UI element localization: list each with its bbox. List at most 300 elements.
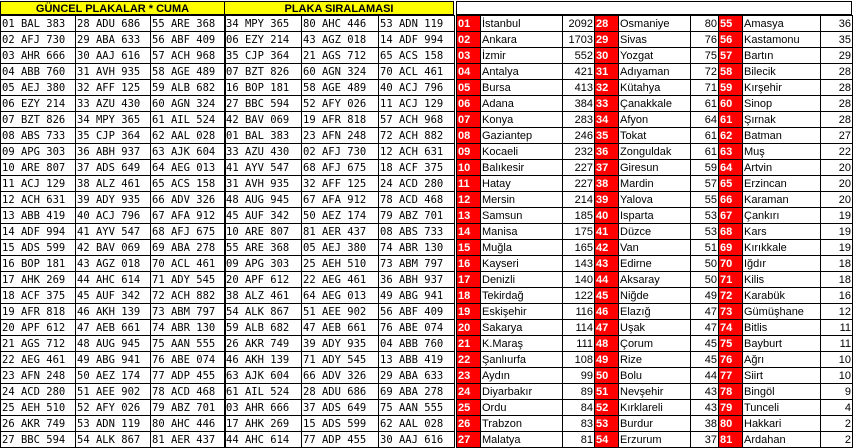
city-name: Kırklareli (619, 400, 691, 416)
rank-number: 21 (457, 336, 481, 352)
plate-count: 89 (563, 384, 595, 400)
plate-cell: 46 AKH 139 (76, 304, 151, 320)
rank-number: 29 (595, 32, 619, 48)
city-name: Aydın (481, 368, 563, 384)
plate-count: 43 (691, 400, 719, 416)
table-row (225, 224, 455, 240)
plate-count: 28 (821, 64, 853, 80)
plate-count: 2092 (563, 16, 595, 32)
plate-cell: 71 ADY 545 (151, 272, 226, 288)
table-row (1, 320, 226, 336)
plate-cell: 12 ACH 631 (1, 192, 76, 208)
table-row (225, 240, 455, 256)
table-row (457, 336, 853, 352)
rank-number: 15 (457, 240, 481, 256)
city-name: Ordu (481, 400, 563, 416)
city-name: Çankırı (743, 208, 821, 224)
plate-cell: 24 ACD 280 (379, 176, 455, 192)
plate-cell: 52 AFY 026 (76, 400, 151, 416)
table-row (225, 144, 455, 160)
table-row (225, 208, 455, 224)
plate-cell: 02 AFJ 730 (302, 144, 379, 160)
table-row (457, 48, 853, 64)
plate-count: 11 (821, 336, 853, 352)
table-row (225, 336, 455, 352)
rank-number: 31 (595, 64, 619, 80)
plate-count: 43 (691, 384, 719, 400)
plate-cell: 47 AEB 661 (302, 320, 379, 336)
plate-count: 29 (821, 48, 853, 64)
plate-cell: 77 ADP 455 (302, 432, 379, 448)
table-row (457, 192, 853, 208)
plate-count: 84 (563, 400, 595, 416)
plate-cell: 79 ABZ 701 (151, 400, 226, 416)
city-name: Muş (743, 144, 821, 160)
plate-cell: 02 AFJ 730 (1, 32, 76, 48)
city-name: Sakarya (481, 320, 563, 336)
plate-cell: 78 ACD 468 (151, 384, 226, 400)
table-row (1, 96, 226, 112)
plate-cell: 49 ABG 941 (379, 288, 455, 304)
table-row (1, 160, 226, 176)
plate-cell: 72 ACH 882 (151, 288, 226, 304)
rank-number: 75 (719, 336, 743, 352)
plate-count: 64 (691, 112, 719, 128)
plate-count: 552 (563, 48, 595, 64)
plate-cell: 18 ACF 375 (379, 160, 455, 176)
table-row (1, 272, 226, 288)
city-name: Kastamonu (743, 32, 821, 48)
rank-number: 18 (457, 288, 481, 304)
plate-count: 227 (563, 160, 595, 176)
table-row (457, 16, 853, 32)
rank-number: 77 (719, 368, 743, 384)
plate-count: 49 (691, 288, 719, 304)
table-row (1, 256, 226, 272)
plate-count: 1703 (563, 32, 595, 48)
plate-cell: 39 ADY 935 (76, 192, 151, 208)
plate-count: 80 (691, 16, 719, 32)
table-row (457, 256, 853, 272)
table-row (1, 16, 226, 32)
rank-number: 48 (595, 336, 619, 352)
plate-cell: 38 ALZ 461 (225, 288, 302, 304)
table-row (1, 368, 226, 384)
city-name: Ankara (481, 32, 563, 48)
plate-count: 384 (563, 96, 595, 112)
table-row (225, 288, 455, 304)
plate-cell: 05 AEJ 380 (1, 80, 76, 96)
table-row (457, 144, 853, 160)
rank-number: 30 (595, 48, 619, 64)
city-name: Düzce (619, 224, 691, 240)
plate-cell: 20 APF 612 (1, 320, 76, 336)
city-name: Karaman (743, 192, 821, 208)
table-row (1, 304, 226, 320)
rank-number: 07 (457, 112, 481, 128)
table-row (225, 112, 455, 128)
rank-number: 38 (595, 176, 619, 192)
city-name: Malatya (481, 432, 563, 448)
plate-cell: 63 AJK 604 (151, 144, 226, 160)
plate-cell: 16 BOP 181 (1, 256, 76, 272)
plate-cell: 33 AZU 430 (225, 144, 302, 160)
plate-cell: 45 AUF 342 (225, 208, 302, 224)
plate-cell: 58 AGE 489 (151, 64, 226, 80)
table-row (225, 128, 455, 144)
city-name: Erzincan (743, 176, 821, 192)
plate-count: 2 (821, 416, 853, 432)
plate-cell: 74 ABR 130 (151, 320, 226, 336)
plate-cell: 19 AFR 818 (1, 304, 76, 320)
plate-cell: 28 ADU 686 (76, 16, 151, 32)
rank-number: 03 (457, 48, 481, 64)
plate-cell: 04 ABB 760 (379, 336, 455, 352)
plate-cell: 43 AGZ 018 (302, 32, 379, 48)
plate-cell: 20 APF 612 (225, 272, 302, 288)
plate-cell: 72 ACH 882 (379, 128, 455, 144)
plate-count: 20 (821, 160, 853, 176)
city-name: Denizli (481, 272, 563, 288)
plate-cell: 33 AZU 430 (76, 96, 151, 112)
plate-cell: 07 BZT 826 (225, 64, 302, 80)
city-name: Şırnak (743, 112, 821, 128)
city-name: Bolu (619, 368, 691, 384)
plate-count: 61 (691, 128, 719, 144)
city-name: Kocaeli (481, 144, 563, 160)
plate-cell: 56 ABF 409 (379, 304, 455, 320)
plate-count: 38 (691, 416, 719, 432)
current-plates-table (0, 15, 226, 448)
city-name: Edirne (619, 256, 691, 272)
plate-cell: 62 AAL 028 (151, 128, 226, 144)
table-row (1, 80, 226, 96)
plate-cell: 66 ADV 326 (302, 368, 379, 384)
plate-cell: 53 ADN 119 (379, 16, 455, 32)
plate-count: 81 (563, 432, 595, 448)
plate-cell: 13 ABB 419 (379, 352, 455, 368)
table-row (225, 80, 455, 96)
plate-cell: 48 AUG 945 (76, 336, 151, 352)
header-ranking-blank (456, 1, 852, 15)
plate-cell: 15 ADS 599 (1, 240, 76, 256)
city-name: Bingöl (743, 384, 821, 400)
plate-count: 22 (821, 144, 853, 160)
plate-cell: 08 ABS 733 (1, 128, 76, 144)
plate-cell: 56 ABF 409 (151, 32, 226, 48)
plate-cell: 13 ABB 419 (1, 208, 76, 224)
city-name: Niğde (619, 288, 691, 304)
city-name: Mardin (619, 176, 691, 192)
plate-count: 19 (821, 240, 853, 256)
plate-count: 421 (563, 64, 595, 80)
plate-cell: 64 AEG 013 (151, 160, 226, 176)
rank-number: 72 (719, 288, 743, 304)
city-name: Iğdır (743, 256, 821, 272)
table-row (225, 432, 455, 448)
plate-cell: 73 ABM 797 (379, 256, 455, 272)
rank-number: 56 (719, 32, 743, 48)
plate-cell: 22 AEG 461 (302, 272, 379, 288)
city-name: K.Maraş (481, 336, 563, 352)
plate-cell: 25 AEH 510 (302, 256, 379, 272)
rank-number: 79 (719, 400, 743, 416)
rank-number: 17 (457, 272, 481, 288)
rank-number: 45 (595, 288, 619, 304)
city-name: Ağrı (743, 352, 821, 368)
plate-cell: 47 AEB 661 (76, 320, 151, 336)
plate-count: 83 (563, 416, 595, 432)
city-name: Artvin (743, 160, 821, 176)
plate-cell: 52 AFY 026 (302, 96, 379, 112)
rank-number: 41 (595, 224, 619, 240)
plate-count: 165 (563, 240, 595, 256)
plate-cell: 81 AER 437 (302, 224, 379, 240)
city-name: Karabük (743, 288, 821, 304)
table-row (225, 32, 455, 48)
plate-cell: 27 BBC 594 (1, 432, 76, 448)
rank-number: 50 (595, 368, 619, 384)
rank-number: 05 (457, 80, 481, 96)
plate-cell: 78 ACD 468 (379, 192, 455, 208)
plate-cell: 14 ADF 994 (1, 224, 76, 240)
city-name: Tekirdağ (481, 288, 563, 304)
plate-cell: 26 AKR 749 (1, 416, 76, 432)
city-name: Samsun (481, 208, 563, 224)
rank-number: 27 (457, 432, 481, 448)
city-name: Zonguldak (619, 144, 691, 160)
city-name: Adıyaman (619, 64, 691, 80)
plate-cell: 65 ACS 158 (151, 176, 226, 192)
table-row (225, 320, 455, 336)
table-row (1, 176, 226, 192)
rank-number: 19 (457, 304, 481, 320)
rank-number: 20 (457, 320, 481, 336)
plate-cell: 09 APG 303 (1, 144, 76, 160)
plate-cell: 27 BBC 594 (225, 96, 302, 112)
header-plate-ranking: PLAKA SIRALAMASI (224, 1, 454, 15)
rank-number: 25 (457, 400, 481, 416)
plate-count: 16 (821, 288, 853, 304)
plate-cell: 01 BAL 383 (225, 128, 302, 144)
plate-cell: 50 AEZ 174 (302, 208, 379, 224)
city-name: Muğla (481, 240, 563, 256)
plate-count: 47 (691, 304, 719, 320)
plate-ranking-table (224, 15, 455, 448)
table-row (1, 416, 226, 432)
rank-number: 43 (595, 256, 619, 272)
plate-count: 51 (691, 240, 719, 256)
plate-count: 116 (563, 304, 595, 320)
plate-cell: 08 ABS 733 (379, 224, 455, 240)
city-name: Bartın (743, 48, 821, 64)
city-name: Siirt (743, 368, 821, 384)
plate-cell: 19 AFR 818 (302, 112, 379, 128)
rank-number: 47 (595, 320, 619, 336)
table-row (225, 368, 455, 384)
city-name: Kars (743, 224, 821, 240)
plate-count: 214 (563, 192, 595, 208)
city-name: Giresun (619, 160, 691, 176)
rank-number: 67 (719, 208, 743, 224)
table-row (457, 176, 853, 192)
table-row (457, 304, 853, 320)
plate-cell: 44 AHC 614 (76, 272, 151, 288)
table-row (457, 384, 853, 400)
rank-number: 34 (595, 112, 619, 128)
city-name: İzmir (481, 48, 563, 64)
plate-count: 10 (821, 352, 853, 368)
plate-cell: 59 ALB 682 (151, 80, 226, 96)
table-row (457, 352, 853, 368)
rank-number: 61 (719, 112, 743, 128)
city-name: Batman (743, 128, 821, 144)
plate-cell: 23 AFN 248 (302, 128, 379, 144)
table-row (457, 32, 853, 48)
table-row (1, 144, 226, 160)
city-name: Rize (619, 352, 691, 368)
plate-cell: 32 AFF 125 (302, 176, 379, 192)
plate-count: 53 (691, 224, 719, 240)
plate-count: 9 (821, 384, 853, 400)
plate-cell: 24 ACD 280 (1, 384, 76, 400)
plate-count: 59 (691, 160, 719, 176)
plate-cell: 65 ACS 158 (379, 48, 455, 64)
plate-cell: 69 ABA 278 (151, 240, 226, 256)
rank-number: 54 (595, 432, 619, 448)
table-row (1, 32, 226, 48)
city-name: Çorum (619, 336, 691, 352)
plate-cell: 34 MPY 365 (225, 16, 302, 32)
rank-number: 28 (595, 16, 619, 32)
rank-number: 11 (457, 176, 481, 192)
city-ranking-table (456, 15, 853, 448)
rank-number: 23 (457, 368, 481, 384)
plate-cell: 01 BAL 383 (1, 16, 76, 32)
plate-cell: 76 ABE 074 (151, 352, 226, 368)
table-row (225, 48, 455, 64)
plate-cell: 74 ABR 130 (379, 240, 455, 256)
table-row (225, 400, 455, 416)
plate-count: 45 (691, 336, 719, 352)
rank-number: 42 (595, 240, 619, 256)
plate-cell: 49 ABG 941 (76, 352, 151, 368)
plate-count: 114 (563, 320, 595, 336)
plate-cell: 53 ADN 119 (76, 416, 151, 432)
plate-cell: 36 ABH 937 (76, 144, 151, 160)
rank-number: 59 (719, 80, 743, 96)
rank-number: 53 (595, 416, 619, 432)
rank-number: 13 (457, 208, 481, 224)
table-row (225, 352, 455, 368)
table-row (1, 224, 226, 240)
plate-cell: 62 AAL 028 (379, 416, 455, 432)
table-row (457, 224, 853, 240)
plate-cell: 43 AGZ 018 (76, 256, 151, 272)
plate-cell: 10 ARE 807 (225, 224, 302, 240)
city-name: Konya (481, 112, 563, 128)
table-row (457, 288, 853, 304)
plate-cell: 80 AHC 446 (151, 416, 226, 432)
plate-count: 45 (691, 352, 719, 368)
table-row (225, 272, 455, 288)
plate-count: 122 (563, 288, 595, 304)
plate-count: 99 (563, 368, 595, 384)
plate-cell: 32 AFF 125 (76, 80, 151, 96)
city-name: Elazığ (619, 304, 691, 320)
city-name: Bursa (481, 80, 563, 96)
rank-number: 64 (719, 160, 743, 176)
table-row (457, 96, 853, 112)
plate-cell: 16 BOP 181 (225, 80, 302, 96)
rank-number: 16 (457, 256, 481, 272)
plate-cell: 70 ACL 461 (151, 256, 226, 272)
table-row (1, 400, 226, 416)
plate-count: 27 (821, 128, 853, 144)
city-name: Kilis (743, 272, 821, 288)
plate-cell: 26 AKR 749 (225, 336, 302, 352)
city-name: Trabzon (481, 416, 563, 432)
rank-number: 09 (457, 144, 481, 160)
plate-count: 227 (563, 176, 595, 192)
table-row (1, 208, 226, 224)
rank-number: 36 (595, 144, 619, 160)
city-name: Sivas (619, 32, 691, 48)
plate-count: 50 (691, 272, 719, 288)
plate-cell: 48 AUG 945 (225, 192, 302, 208)
plate-count: 53 (691, 208, 719, 224)
rank-number: 46 (595, 304, 619, 320)
plate-count: 28 (821, 96, 853, 112)
rank-number: 55 (719, 16, 743, 32)
city-name: Balıkesir (481, 160, 563, 176)
rank-number: 01 (457, 16, 481, 32)
plate-cell: 30 AAJ 616 (76, 48, 151, 64)
rank-number: 04 (457, 64, 481, 80)
city-name: Aksaray (619, 272, 691, 288)
rank-number: 33 (595, 96, 619, 112)
plate-count: 4 (821, 400, 853, 416)
rank-number: 78 (719, 384, 743, 400)
plate-cell: 42 BAV 069 (225, 112, 302, 128)
table-row (225, 16, 455, 32)
plate-cell: 31 AVH 935 (76, 64, 151, 80)
rank-number: 26 (457, 416, 481, 432)
table-row (225, 176, 455, 192)
table-row (225, 96, 455, 112)
city-name: Burdur (619, 416, 691, 432)
plate-cell: 28 ADU 686 (302, 384, 379, 400)
table-row (457, 160, 853, 176)
header-current-plates: GÜNCEL PLAKALAR * CUMA (0, 1, 225, 15)
plate-cell: 11 ACJ 129 (379, 96, 455, 112)
plate-cell: 07 BZT 826 (1, 112, 76, 128)
plate-cell: 79 ABZ 701 (379, 208, 455, 224)
plate-count: 75 (691, 48, 719, 64)
city-name: Tunceli (743, 400, 821, 416)
plate-cell: 61 AIL 524 (225, 384, 302, 400)
plate-count: 20 (821, 192, 853, 208)
rank-number: 44 (595, 272, 619, 288)
plate-cell: 64 AEG 013 (302, 288, 379, 304)
plate-count: 19 (821, 224, 853, 240)
plate-cell: 21 AGS 712 (302, 48, 379, 64)
city-name: Bilecik (743, 64, 821, 80)
plate-cell: 69 ABA 278 (379, 384, 455, 400)
plate-count: 20 (821, 176, 853, 192)
plate-cell: 30 AAJ 616 (379, 432, 455, 448)
plate-cell: 68 AFJ 675 (151, 224, 226, 240)
